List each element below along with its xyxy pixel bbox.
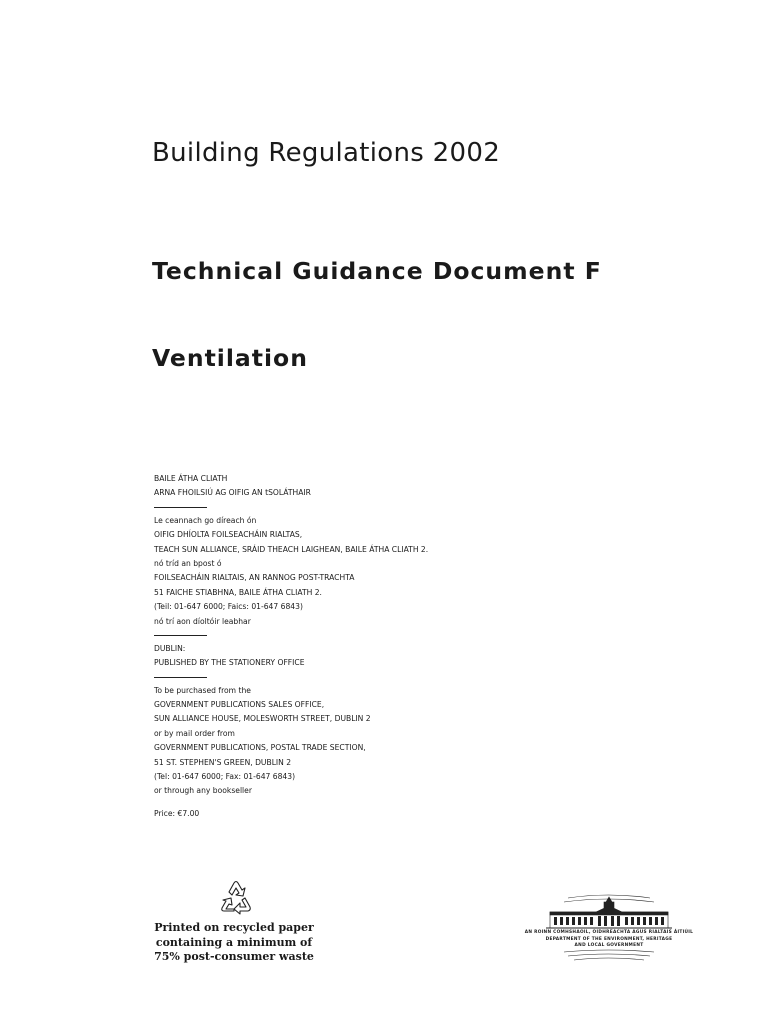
imprint-line: 51 FAICHE STIABHNA, BAILE ÁTHA CLIATH 2.: [154, 587, 322, 597]
imprint-line: TEACH SUN ALLIANCE, SRÁID THEACH LAIGHEAN, BAILE ÁTHA CLIATH 2.: [154, 544, 429, 554]
notice-line: containing a minimum of: [155, 935, 313, 949]
imprint-line: DUBLIN:: [154, 643, 186, 653]
document-subtitle: Technical Guidance Document F: [152, 257, 602, 285]
recycled-paper-notice: [150, 921, 318, 965]
department-line: DEPARTMENT OF THE ENVIRONMENT, HERITAGE: [545, 936, 673, 942]
imprint-line: OIFIG DHÍOLTA FOILSEACHÁIN RIALTAS,: [154, 530, 303, 540]
imprint-line: BAILE ÁTHA CLIATH: [154, 474, 228, 483]
imprint-line: or by mail order from: [154, 728, 235, 738]
divider: [154, 635, 207, 636]
imprint-line: GOVERNMENT PUBLICATIONS SALES OFFICE,: [154, 700, 325, 710]
imprint-line: nó trí aon díoltóir leabhar: [154, 616, 251, 626]
notice-line: Printed on recycled paper: [154, 921, 314, 934]
imprint-line: Le ceannach go díreach ón: [154, 515, 257, 525]
document-title: Building Regulations 2002: [152, 138, 501, 168]
imprint-line: 51 ST. STEPHEN'S GREEN, DUBLIN 2: [154, 757, 292, 767]
imprint-line: PUBLISHED BY THE STATIONERY OFFICE: [154, 658, 305, 668]
imprint-line: SUN ALLIANCE HOUSE, MOLESWORTH STREET, DUBLIN 2: [154, 714, 371, 724]
imprint-line: GOVERNMENT PUBLICATIONS, POSTAL TRADE SECTION,: [154, 743, 366, 753]
divider: [154, 677, 207, 678]
imprint-line: (Teil: 01-647 6000; Faics: 01-647 6843): [154, 602, 303, 612]
document-subject: Ventilation: [152, 344, 308, 372]
imprint-line: (Tel: 01-647 6000; Fax: 01-647 6843): [154, 772, 296, 782]
department-line: AND LOCAL GOVERNMENT: [574, 943, 644, 949]
divider: [154, 507, 207, 508]
department-line: AN ROINN COMHSHAOIL, OIDHREACHTA AGUS RIALTAIS ÁITIÚIL: [524, 930, 694, 935]
imprint-line: To be purchased from the: [154, 685, 251, 695]
imprint-line: ARNA FHOILSIÚ AG OIFIG AN tSOLÁTHAIR: [154, 488, 311, 498]
imprint-line: nó tríd an bpost ó: [154, 558, 222, 568]
imprint-line: or through any bookseller: [154, 786, 252, 796]
price: Price: €7.00: [154, 808, 200, 818]
recycle-icon: [212, 876, 260, 920]
publisher-imprint: [154, 472, 514, 821]
imprint-line: FOILSEACHÁIN RIALTAIS, AN RANNOG POST-TRACHTA: [154, 573, 355, 583]
department-name: [524, 930, 694, 950]
notice-line: 75% post-consumer waste: [154, 950, 314, 964]
